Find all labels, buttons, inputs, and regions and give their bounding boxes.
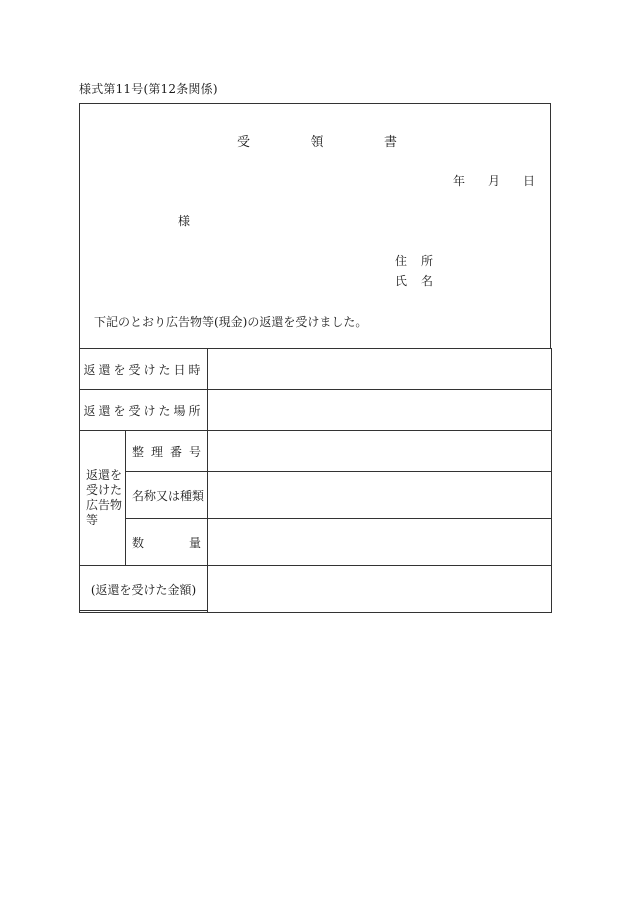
day-label: 日 — [522, 174, 535, 188]
group-label-line: 返還を — [86, 468, 123, 482]
label-char: 整 — [132, 444, 145, 459]
group-label-line: 等 — [86, 513, 99, 527]
name-or-type-field[interactable] — [208, 472, 552, 519]
returned-items-group-label — [80, 431, 126, 566]
document-title — [237, 131, 397, 150]
name-char: 名 — [421, 274, 434, 288]
name-label — [395, 272, 433, 289]
quantity-field[interactable] — [208, 519, 552, 566]
title-char: 受 — [237, 135, 251, 150]
return-details-table — [79, 348, 552, 613]
table-row — [80, 472, 552, 519]
title-char: 領 — [310, 135, 324, 150]
address-label — [395, 252, 433, 269]
label-char: 量 — [189, 535, 202, 550]
month-label: 月 — [487, 174, 500, 188]
addressee-suffix: 様 — [178, 214, 191, 228]
place-field[interactable] — [208, 390, 552, 431]
label-char: 数 — [132, 535, 145, 550]
place-label: 返還を受けた場所 — [80, 390, 208, 431]
amount-label: (返還を受けた金額) — [80, 566, 208, 613]
form-number: 様式第11号(第12条関係) — [79, 82, 218, 96]
name-or-type-label: 名称又は種類 — [126, 472, 208, 519]
table-row — [80, 390, 552, 431]
address-char: 住 — [395, 254, 408, 268]
quantity-label — [126, 519, 208, 566]
table-row — [80, 519, 552, 566]
table-row — [80, 566, 552, 613]
datetime-field[interactable] — [208, 349, 552, 390]
table-row — [80, 431, 552, 472]
address-char: 所 — [421, 254, 434, 268]
group-label-line: 広告物 — [86, 498, 123, 512]
reference-number-label — [126, 431, 208, 472]
year-label: 年 — [453, 174, 466, 188]
amount-field[interactable] — [208, 566, 552, 613]
label-char: 号 — [189, 444, 202, 459]
table-row — [80, 349, 552, 390]
datetime-label: 返還を受けた日時 — [80, 349, 208, 390]
group-label-line: 受けた — [86, 483, 123, 497]
label-char: 番 — [170, 444, 183, 459]
label-char: 理 — [151, 444, 164, 459]
name-char: 氏 — [395, 274, 408, 288]
date-line — [453, 172, 535, 189]
title-char: 書 — [383, 135, 397, 150]
reference-number-field[interactable] — [208, 431, 552, 472]
statement-text: 下記のとおり広告物等(現金)の返還を受けました。 — [94, 315, 368, 329]
